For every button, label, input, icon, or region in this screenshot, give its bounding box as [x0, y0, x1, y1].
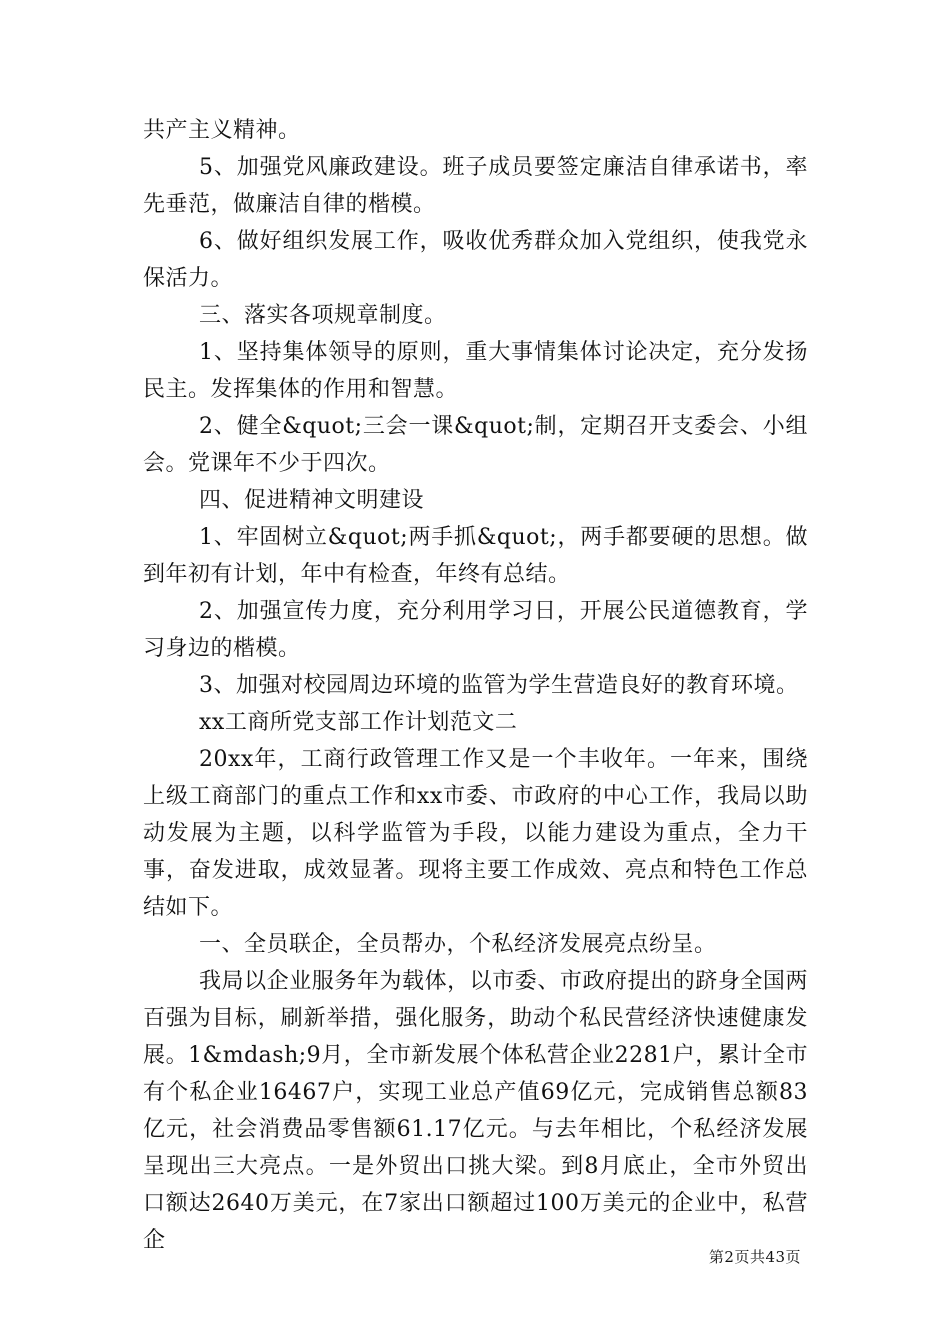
page-footer: [0, 1246, 950, 1267]
paragraph: 1、牢固树立&quot;两手抓&quot;，两手都要硬的思想。做到年初有计划，年中有检查，年终有总结。: [143, 525, 808, 587]
paragraph: 2、加强宣传力度，充分利用学习日，开展公民道德教育，学习身边的楷模。: [143, 599, 808, 661]
paragraph: 3、加强对校园周边环境的监管为学生营造良好的教育环境。: [199, 673, 799, 698]
section-heading: 一、全员联企，全员帮办，个私经济发展亮点纷呈。: [199, 932, 717, 957]
page-number: 第2页共43页: [708, 1248, 802, 1266]
paragraph: 20xx年，工商行政管理工作又是一个丰收年。一年来，围绕上级工商部门的重点工作和xx市委、市政府的中心工作，我局以助动发展为主题，以科学监管为手段，以能力建设为重点，全力干事，奋发进取，成效显著。现将主要工作成效、亮点和特色工作总结如下。: [143, 747, 808, 920]
paragraph: 6、做好组织发展工作，吸收优秀群众加入党组织，使我党永保活力。: [143, 229, 808, 291]
document-body: [143, 112, 808, 1259]
paragraph: 5、加强党风廉政建设。班子成员要签定廉洁自律承诺书，率先垂范，做廉洁自律的楷模。: [143, 155, 808, 217]
paragraph: 共产主义精神。: [143, 118, 301, 143]
paragraph: 1、坚持集体领导的原则，重大事情集体讨论决定，充分发扬民主。发挥集体的作用和智慧。: [143, 340, 808, 402]
document-title: xx工商所党支部工作计划范文二: [199, 710, 518, 735]
section-heading: 三、落实各项规章制度。: [199, 303, 447, 328]
paragraph: 2、健全&quot;三会一课&quot;制，定期召开支委会、小组会。党课年不少于四次。: [143, 414, 808, 476]
paragraph: 我局以企业服务年为载体，以市委、市政府提出的跻身全国两百强为目标，刷新举措，强化服务，助动个私民营经济快速健康发展。1&mdash;9月，全市新发展个体私营企业2281户，累计全市有个私企业16467户，实现工业总产值69亿元，完成销售总额83亿元，社会消费品零售额61.17亿元。与去年相比，个私经济发展呈现出三大亮点。一是外贸出口挑大梁。到8月底止，全市外贸出口额达2640万美元，在7家出口额超过100万美元的企业中，私营企: [143, 969, 808, 1253]
section-heading: 四、促进精神文明建设: [199, 488, 425, 513]
